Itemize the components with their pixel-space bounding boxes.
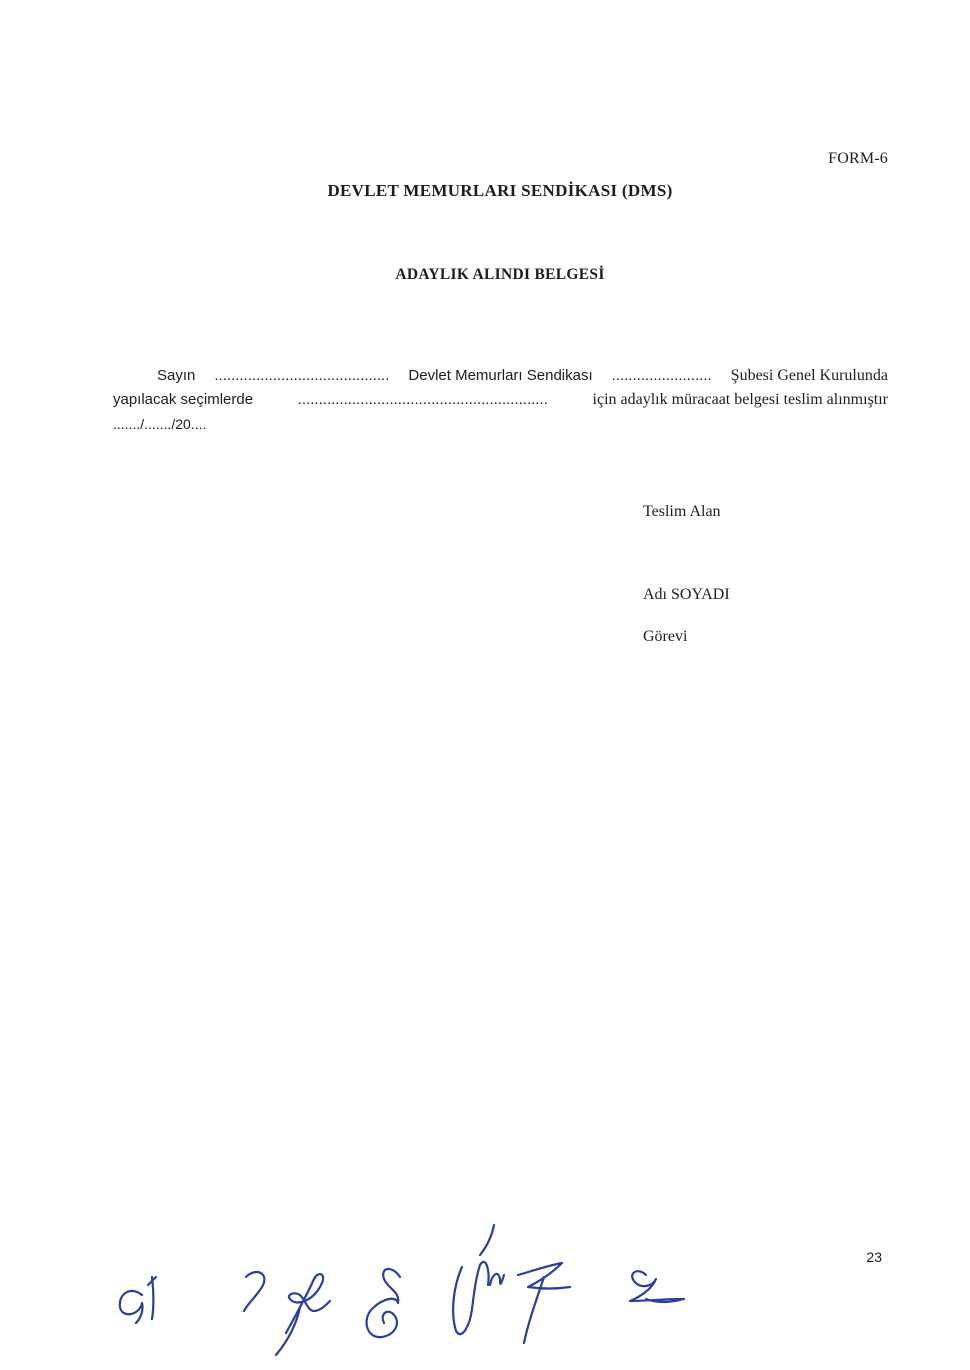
name-label: Adı SOYADI: [643, 586, 730, 603]
body-line-1: [113, 364, 888, 388]
organization-title: DEVLET MEMURLARI SENDİKASI (DMS): [327, 181, 673, 200]
salutation: Sayın: [157, 367, 196, 384]
branch-text: Şubesi Genel Kurulunda: [730, 367, 888, 384]
union-name: Devlet Memurları Sendikası: [408, 367, 593, 384]
receiver-label: Teslim Alan: [643, 503, 721, 520]
duty-label: Görevi: [643, 628, 688, 645]
document-title: ADAYLIK ALINDI BELGESİ: [395, 266, 605, 283]
blank-branch: ........................: [611, 367, 712, 384]
handwritten-initials: [100, 1215, 720, 1365]
blank-name: ..........................................: [214, 367, 390, 384]
page-number: 23: [866, 1249, 882, 1265]
blank-position: ............................................................: [297, 391, 548, 408]
document-body: [113, 364, 888, 436]
date-line: ......./......./20....: [113, 416, 207, 432]
receipt-text: için adaylık müracaat belgesi teslim alınmıştır: [592, 391, 888, 408]
body-line-2: [113, 388, 888, 412]
form-code: FORM-6: [828, 150, 888, 167]
elections-text: yapılacak seçimlerde: [113, 391, 254, 408]
initials-signature-graphic: [100, 1215, 720, 1365]
